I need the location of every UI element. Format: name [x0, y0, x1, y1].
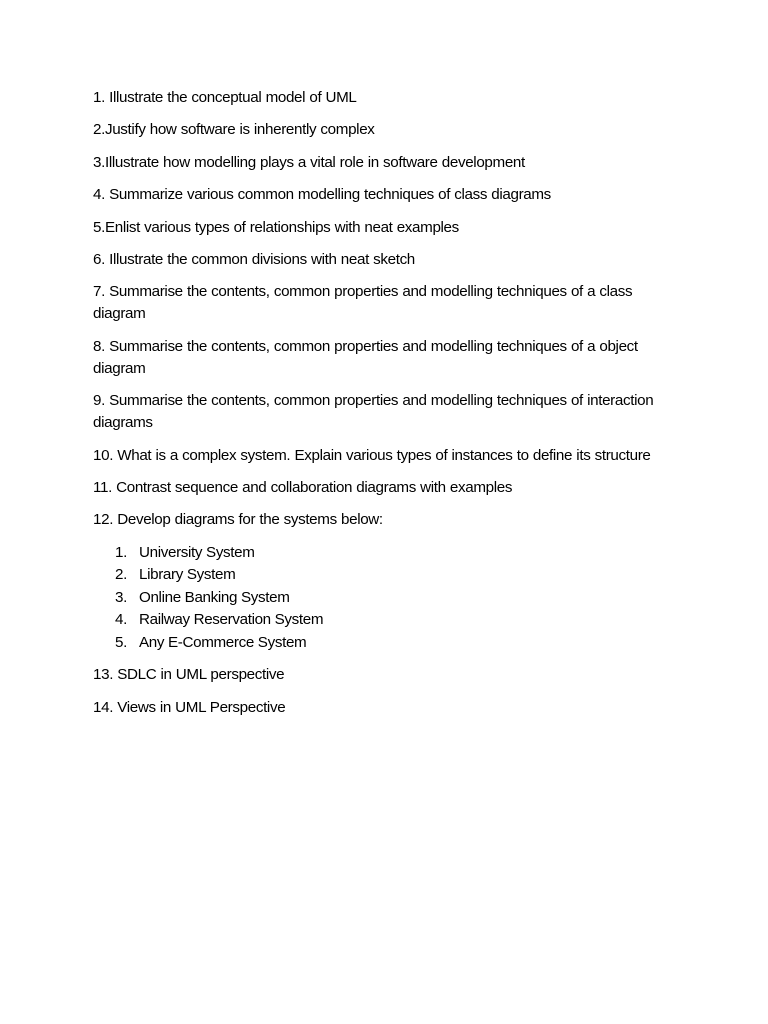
- question-10: 10. What is a complex system. Explain various types of instances to define its structure: [93, 446, 651, 464]
- question-6: 6. Illustrate the common divisions with neat sketch: [93, 250, 415, 268]
- document-body: [93, 87, 683, 729]
- question-14: 14. Views in UML Perspective: [93, 698, 286, 716]
- list-item-label: Online Banking System: [139, 588, 290, 606]
- question-12: 12. Develop diagrams for the systems below:: [93, 511, 383, 529]
- question-2: 2.Justify how software is inherently complex: [93, 121, 375, 139]
- list-item-number: 4.: [115, 611, 127, 629]
- list-item-number: 2.: [115, 566, 127, 584]
- question-9: 9. Summarise the contents, common properties and modelling techniques of interaction diagrams: [93, 392, 654, 432]
- question-3: 3.Illustrate how modelling plays a vital role in software development: [93, 153, 525, 171]
- question-11: 11. Contrast sequence and collaboration diagrams with examples: [93, 478, 513, 496]
- question-7: 7. Summarise the contents, common properties and modelling techniques of a class diagram: [93, 283, 633, 323]
- list-item-label: Library System: [139, 566, 236, 584]
- question-8: 8. Summarise the contents, common properties and modelling techniques of a object diagram: [93, 337, 638, 377]
- question-4: 4. Summarize various common modelling techniques of class diagrams: [93, 186, 551, 204]
- list-item: [93, 542, 683, 565]
- list-item-number: 3.: [115, 588, 127, 606]
- systems-list: [93, 542, 683, 655]
- list-item: [93, 632, 683, 655]
- list-item-label: Any E-Commerce System: [139, 633, 307, 651]
- list-item-label: University System: [139, 543, 255, 561]
- list-item: [93, 564, 683, 587]
- list-item: [93, 609, 683, 632]
- question-13: 13. SDLC in UML perspective: [93, 666, 285, 684]
- list-item-number: 1.: [115, 543, 127, 561]
- list-item-label: Railway Reservation System: [139, 611, 324, 629]
- question-1: 1. Illustrate the conceptual model of UML: [93, 89, 357, 106]
- question-5: 5.Enlist various types of relationships with neat examples: [93, 218, 459, 236]
- list-item: [93, 587, 683, 610]
- list-item-number: 5.: [115, 633, 127, 651]
